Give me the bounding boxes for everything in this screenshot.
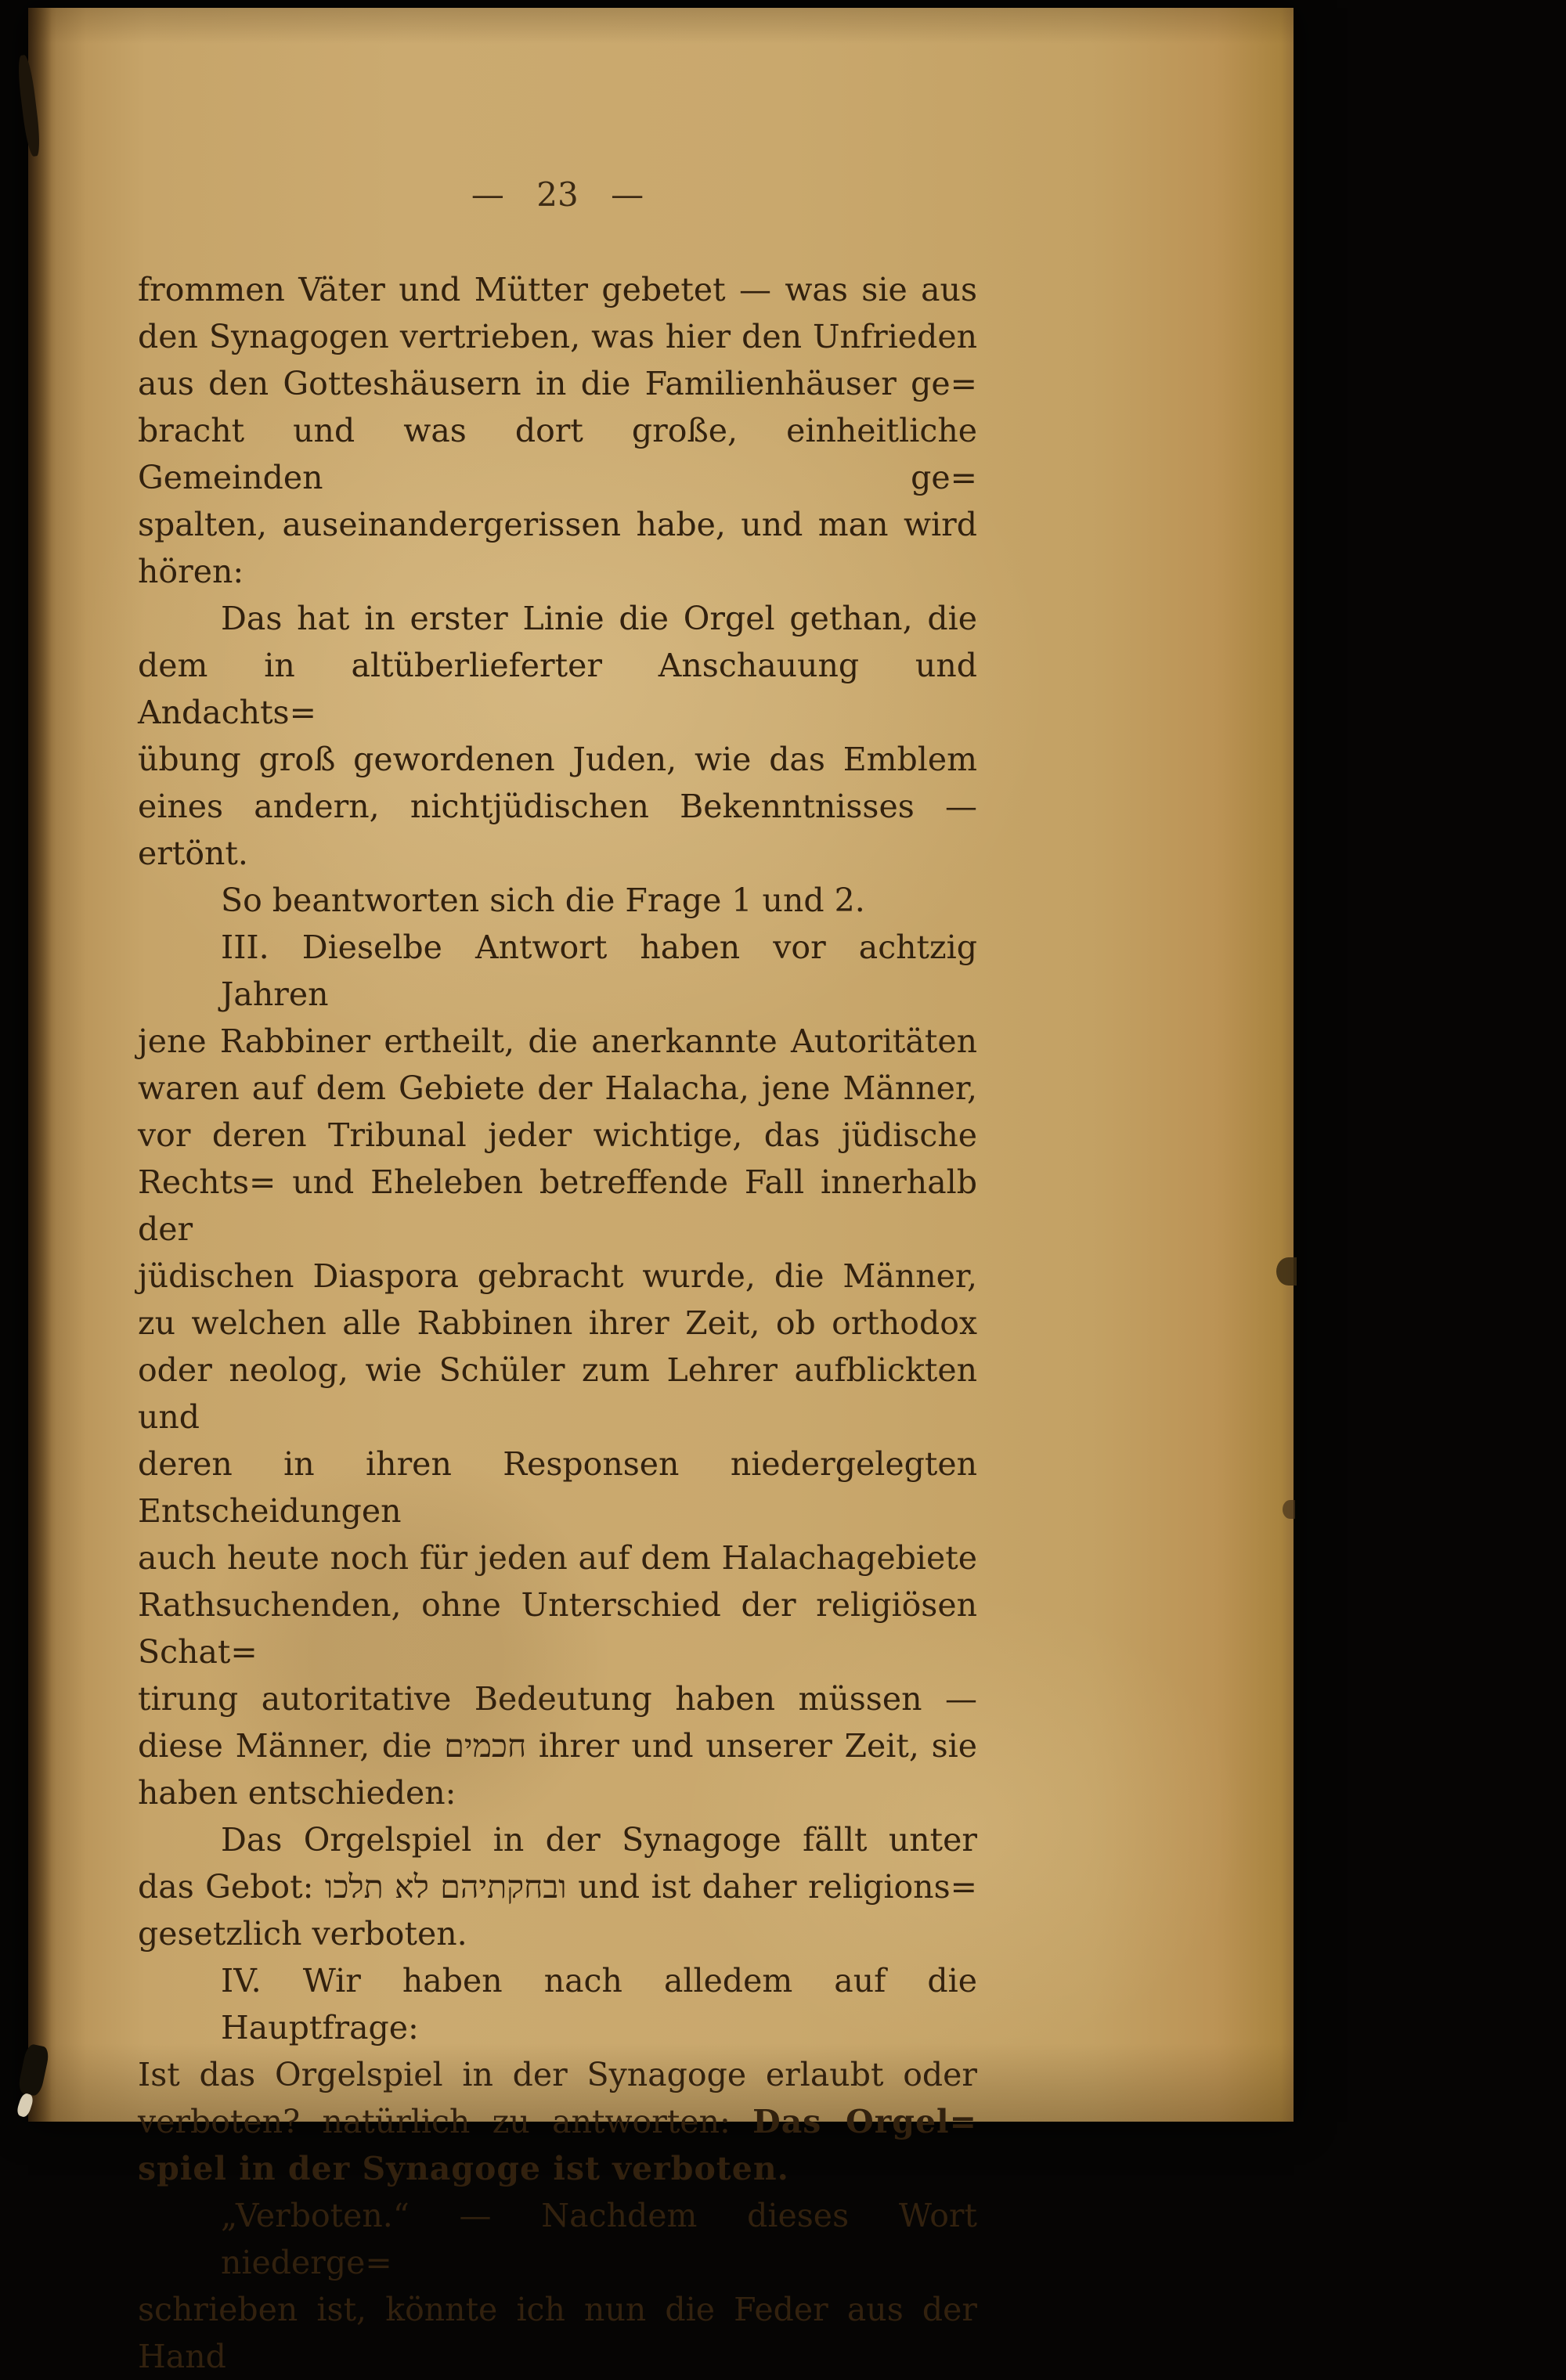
text-column <box>138 266 977 2380</box>
text-line <box>138 360 977 407</box>
bold-text: Das Orgel= <box>752 2103 977 2140</box>
text-line <box>138 2145 977 2192</box>
text-line <box>138 595 977 642</box>
text-line <box>138 1722 977 1769</box>
text-line <box>138 1957 977 2051</box>
text-line <box>138 1018 977 1065</box>
body-text: waren auf dem Gebiete der Halacha, jene Männer, <box>138 1069 977 1107</box>
body-text: frommen Väter und Mütter gebetet — was sie aus <box>138 271 977 308</box>
spine-shadow <box>28 8 52 2122</box>
body-text: haben entschieden: <box>138 1774 456 1812</box>
text-line <box>138 2098 977 2145</box>
text-line <box>138 924 977 1018</box>
page-edge-mark <box>1283 1500 1295 1519</box>
body-text: eines andern, nichtjüdischen Bekenntnisses — ertönt. <box>138 788 977 872</box>
body-text: zu welchen alle Rabbinen ihrer Zeit, ob orthodox <box>138 1304 977 1342</box>
body-text: deren in ihren Responsen niedergelegten Entscheidungen <box>138 1445 977 1530</box>
body-text: vor deren Tribunal jeder wichtige, das jüdische <box>138 1116 977 1154</box>
text-line <box>138 877 977 924</box>
body-text: III. Dieselbe Antwort haben vor achtzig Jahren <box>221 929 977 1013</box>
text-line <box>138 1863 977 1910</box>
body-text: So beantworten sich die Frage 1 und 2. <box>221 882 865 919</box>
body-text: jüdischen Diaspora gebracht wurde, die Männer, <box>138 1257 977 1295</box>
body-text: Das Orgelspiel in der Synagoge fällt unter <box>221 1821 977 1859</box>
text-line <box>138 1347 977 1441</box>
body-text: auch heute noch für jeden auf dem Halachagebiete <box>138 1539 977 1577</box>
text-line <box>138 1910 977 1957</box>
text-line <box>138 1675 977 1722</box>
text-line <box>138 1816 977 1863</box>
text-line <box>138 1065 977 1112</box>
body-text: gesetzlich verboten. <box>138 1915 467 1953</box>
text-line <box>138 266 977 313</box>
text-line <box>138 2051 977 2098</box>
text-line <box>138 642 977 736</box>
text-line <box>138 2286 977 2380</box>
text-line <box>138 1253 977 1300</box>
text-line <box>138 407 977 501</box>
body-text: diese Männer, die חכמים ihrer und unserer Zeit, sie <box>138 1727 977 1765</box>
text-line <box>138 736 977 783</box>
body-text: das Gebot: ובחקתיהם לא תלכו und ist daher religions= <box>138 1868 977 1906</box>
book-page <box>28 8 1294 2375</box>
body-text: Rathsuchenden, ohne Unterschied der religiösen Schat= <box>138 1586 977 1671</box>
body-text: Ist das Orgelspiel in der Synagoge erlaubt oder <box>138 2056 977 2093</box>
body-text: „Verboten.“ — Nachdem dieses Wort niederge= <box>221 2197 977 2281</box>
body-text: tirung autoritative Bedeutung haben müssen — <box>138 1680 977 1718</box>
body-text: verboten? natürlich zu antworten: <box>138 2103 753 2140</box>
text-line <box>138 1300 977 1347</box>
text-line <box>138 1581 977 1675</box>
text-line <box>138 1441 977 1534</box>
text-line <box>138 2192 977 2286</box>
body-text: aus den Gotteshäusern in die Familienhäuser ge= <box>138 365 977 402</box>
text-line <box>138 1769 977 1816</box>
text-line <box>138 1159 977 1253</box>
body-text: Rechts= und Eheleben betreffende Fall innerhalb der <box>138 1163 977 1248</box>
body-text: jene Rabbiner ertheilt, die anerkannte Autoritäten <box>138 1022 977 1060</box>
body-text: spalten, auseinandergerissen habe, und man wird hören: <box>138 506 977 590</box>
body-text: IV. Wir haben nach alledem auf die Hauptfrage: <box>221 1962 977 2046</box>
body-text: Das hat in erster Linie die Orgel gethan, die <box>221 600 977 637</box>
text-line <box>138 1534 977 1581</box>
body-text: bracht und was dort große, einheitliche Gemeinden ge= <box>138 412 977 496</box>
bold-text: spiel in der Synagoge ist verboten. <box>138 2150 789 2187</box>
text-line <box>138 783 977 877</box>
body-text: dem in altüberlieferter Anschauung und Andachts= <box>138 647 977 731</box>
body-text: schrieben ist, könnte ich nun die Feder aus der Hand <box>138 2291 977 2375</box>
body-text: den Synagogen vertrieben, was hier den Unfrieden <box>138 318 977 355</box>
text-line <box>138 1112 977 1159</box>
body-text: oder neolog, wie Schüler zum Lehrer aufblickten und <box>138 1351 977 1436</box>
text-line <box>138 313 977 360</box>
page-edge-mark <box>1276 1257 1297 1286</box>
text-line <box>138 501 977 595</box>
page-number: — 23 — <box>471 175 644 214</box>
body-text: übung groß gewordenen Juden, wie das Emblem <box>138 741 977 778</box>
